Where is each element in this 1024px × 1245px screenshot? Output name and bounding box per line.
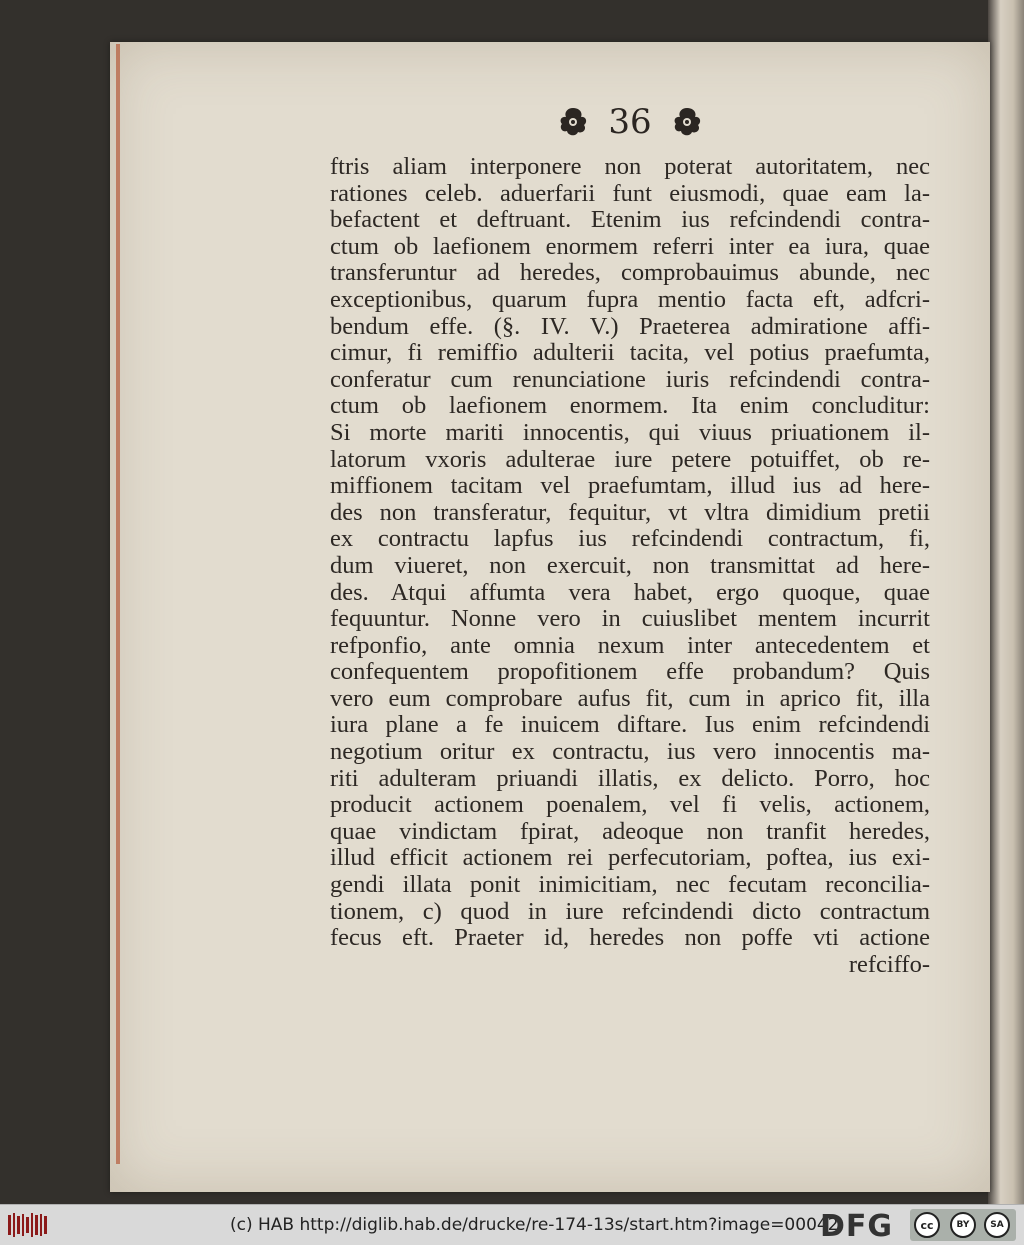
text-line: transferuntur ad heredes, comprobauimus abunde, nec bbox=[330, 259, 930, 287]
cc-icon: cc bbox=[914, 1212, 940, 1238]
text-line: latorum vxoris adulterae iure petere potuiffet, ob re- bbox=[330, 445, 930, 473]
catchword: refciffo- bbox=[848, 950, 930, 978]
cc-license-badge[interactable] bbox=[910, 1209, 1016, 1241]
fleuron-right-icon bbox=[670, 105, 704, 139]
text-line: quae vindictam fpirat, adeoque non tranfit heredes, bbox=[330, 817, 930, 845]
text-line: rationes celeb. aduerfarii funt eiusmodi, quae eam la- bbox=[330, 179, 930, 207]
text-line: producit actionem poenalem, vel fi velis, actionem, bbox=[330, 791, 930, 819]
text-line: conferatur cum renunciatione iuris refcindendi contra- bbox=[330, 365, 930, 393]
text-line: ctum ob laefionem enormem. Ita enim concluditur: bbox=[330, 392, 930, 420]
text-line: miffionem tacitam vel praefumtam, illud ius ad here- bbox=[330, 472, 930, 500]
text-line: refponfio, ante omnia nexum inter antecedentem et bbox=[330, 631, 930, 659]
text-line: Si morte mariti innocentis, qui viuus priuationem il- bbox=[330, 418, 930, 446]
text-line: befactent et deftruant. Etenim ius refcindendi contra- bbox=[330, 206, 930, 234]
page-number: 36 bbox=[608, 102, 652, 142]
text-line: ctum ob laefionem enormem referri inter ea iura, quae bbox=[330, 232, 930, 260]
text-line: des non transferatur, fequitur, vt vltra dimidium pretii bbox=[330, 498, 930, 526]
text-line: vero eum comprobare aufus fit, cum in aprico fit, illa bbox=[330, 684, 930, 712]
sa-icon: SA bbox=[984, 1212, 1010, 1238]
text-line: dum viueret, non exercuit, non transmittat ad here- bbox=[330, 551, 930, 579]
by-icon: BY bbox=[950, 1212, 976, 1238]
text-line: cimur, fi remiffio adulterii tacita, vel potius praefumta, bbox=[330, 339, 930, 367]
text-line: ex contractu lapfus ius refcindendi contractum, fi, bbox=[330, 525, 930, 553]
text-line: gendi illata ponit inimicitiam, nec fecutam reconcilia- bbox=[330, 871, 930, 899]
text-line: ftris aliam interponere non poterat autoritatem, nec bbox=[330, 153, 930, 180]
copyright-link[interactable]: (c) HAB http://diglib.hab.de/drucke/re-174-13s/start.htm?image=00042 bbox=[230, 1215, 839, 1235]
hab-logo-icon bbox=[6, 1211, 50, 1239]
text-line: exceptionibus, quarum fupra mentio facta eft, adfcri- bbox=[330, 285, 930, 313]
text-line: illud efficit actionem rei perfecutoriam, poftea, ius exi- bbox=[330, 844, 930, 872]
body-text bbox=[330, 154, 930, 978]
text-line: des. Atqui affumta vera habet, ergo quoque, quae bbox=[330, 578, 930, 606]
page-red-edge bbox=[116, 44, 120, 1164]
page-header bbox=[530, 100, 730, 144]
text-line: confequentem propofitionem effe probandum? Quis bbox=[330, 658, 930, 686]
adjacent-page-edge bbox=[988, 0, 1024, 1204]
fleuron-left-icon bbox=[556, 105, 590, 139]
text-line: riti adulteram priuandi illatis, ex delicto. Porro, hoc bbox=[330, 764, 930, 792]
text-line: fequuntur. Nonne vero in cuiuslibet mentem incurrit bbox=[330, 605, 930, 633]
dfg-logo: DFG bbox=[820, 1209, 894, 1244]
text-line: fecus eft. Praeter id, heredes non poffe vti actione bbox=[330, 924, 930, 952]
text-line: iura plane a fe inuicem diftare. Ius enim refcindendi bbox=[330, 711, 930, 739]
text-line: tionem, c) quod in iure refcindendi dicto contractum bbox=[330, 897, 930, 925]
viewer-footer bbox=[0, 1204, 1024, 1245]
text-line: bendum effe. (§. IV. V.) Praeterea admiratione affi- bbox=[330, 312, 930, 340]
text-line: negotium oritur ex contractu, ius vero innocentis ma- bbox=[330, 738, 930, 766]
